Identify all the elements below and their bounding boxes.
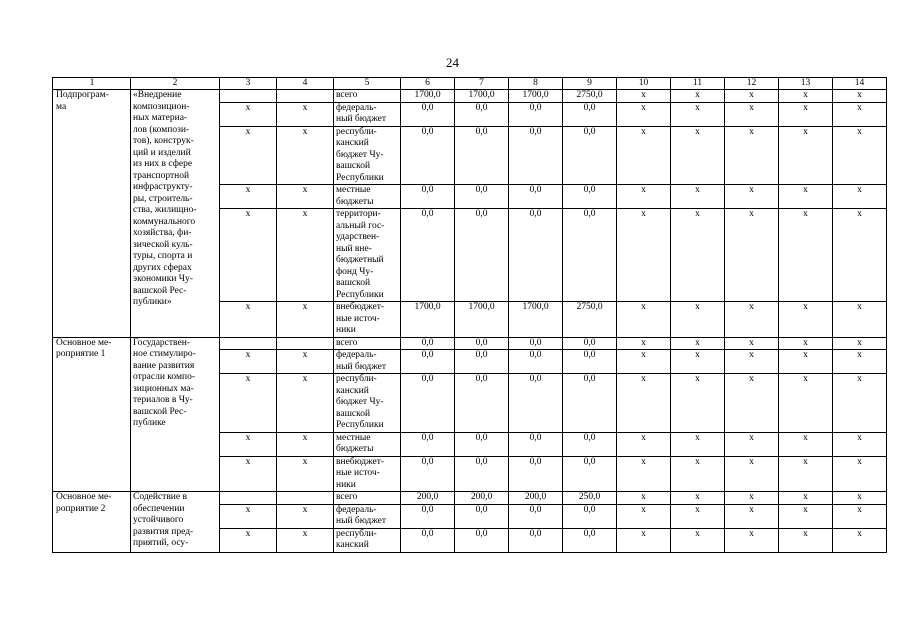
code-cell	[277, 337, 334, 350]
x-cell: x	[725, 456, 779, 492]
funding-source-cell: федераль- ный бюджет	[334, 350, 401, 374]
financing-table	[52, 77, 887, 553]
x-cell: x	[779, 350, 833, 374]
x-cell: x	[779, 504, 833, 528]
x-cell: x	[779, 185, 833, 209]
x-cell: x	[617, 209, 671, 302]
column-header: 7	[455, 78, 509, 90]
code-cell: x	[220, 102, 277, 126]
x-cell: x	[833, 337, 887, 350]
amount-cell: 0,0	[563, 126, 617, 185]
amount-cell: 0,0	[455, 374, 509, 433]
amount-cell: 0,0	[401, 374, 455, 433]
x-cell: x	[725, 337, 779, 350]
amount-cell: 0,0	[455, 102, 509, 126]
code-cell: x	[277, 209, 334, 302]
table-body	[53, 78, 887, 553]
code-cell: x	[277, 528, 334, 552]
column-header: 10	[617, 78, 671, 90]
x-cell: x	[833, 492, 887, 505]
x-cell: x	[725, 185, 779, 209]
program-cell: Основное ме- роприятие 2	[53, 492, 131, 553]
x-cell: x	[833, 504, 887, 528]
amount-cell: 0,0	[401, 102, 455, 126]
amount-cell: 1700,0	[401, 302, 455, 338]
column-header: 13	[779, 78, 833, 90]
x-cell: x	[617, 185, 671, 209]
x-cell: x	[833, 209, 887, 302]
amount-cell: 0,0	[401, 126, 455, 185]
amount-cell: 0,0	[401, 350, 455, 374]
amount-cell: 0,0	[401, 456, 455, 492]
x-cell: x	[833, 185, 887, 209]
x-cell: x	[617, 350, 671, 374]
x-cell: x	[617, 432, 671, 456]
amount-cell: 0,0	[509, 126, 563, 185]
code-cell	[220, 337, 277, 350]
amount-cell: 0,0	[563, 185, 617, 209]
code-cell: x	[277, 302, 334, 338]
x-cell: x	[725, 374, 779, 433]
x-cell: x	[779, 102, 833, 126]
x-cell: x	[617, 504, 671, 528]
x-cell: x	[725, 126, 779, 185]
x-cell: x	[779, 456, 833, 492]
funding-source-cell: федераль- ный бюджет	[334, 102, 401, 126]
x-cell: x	[833, 528, 887, 552]
x-cell: x	[617, 126, 671, 185]
x-cell: x	[779, 209, 833, 302]
amount-cell: 0,0	[455, 456, 509, 492]
x-cell: x	[779, 492, 833, 505]
code-cell: x	[277, 456, 334, 492]
x-cell: x	[779, 374, 833, 433]
amount-cell: 0,0	[563, 504, 617, 528]
x-cell: x	[617, 456, 671, 492]
code-cell	[277, 90, 334, 103]
x-cell: x	[671, 350, 725, 374]
x-cell: x	[779, 302, 833, 338]
x-cell: x	[833, 432, 887, 456]
code-cell: x	[220, 209, 277, 302]
code-cell: x	[220, 126, 277, 185]
x-cell: x	[671, 209, 725, 302]
table-row	[53, 492, 887, 505]
amount-cell: 0,0	[509, 374, 563, 433]
amount-cell: 200,0	[509, 492, 563, 505]
x-cell: x	[671, 528, 725, 552]
column-header: 14	[833, 78, 887, 90]
code-cell	[220, 90, 277, 103]
code-cell: x	[277, 374, 334, 433]
program-cell: Подпрограм- ма	[53, 90, 131, 338]
code-cell: x	[220, 528, 277, 552]
amount-cell: 0,0	[563, 350, 617, 374]
x-cell: x	[833, 350, 887, 374]
amount-cell: 1700,0	[509, 302, 563, 338]
description-cell: Содействие в обеспечении устойчивого развития пред- приятий, осу-	[131, 492, 220, 553]
x-cell: x	[725, 302, 779, 338]
code-cell: x	[220, 432, 277, 456]
funding-source-cell: внебюджет- ные источ- ники	[334, 456, 401, 492]
amount-cell: 0,0	[455, 126, 509, 185]
amount-cell: 0,0	[509, 350, 563, 374]
x-cell: x	[671, 185, 725, 209]
x-cell: x	[671, 102, 725, 126]
x-cell: x	[833, 126, 887, 185]
amount-cell: 0,0	[455, 504, 509, 528]
amount-cell: 200,0	[401, 492, 455, 505]
funding-source-cell: федераль- ный бюджет	[334, 504, 401, 528]
column-header: 2	[131, 78, 220, 90]
x-cell: x	[671, 492, 725, 505]
x-cell: x	[671, 456, 725, 492]
code-cell: x	[220, 504, 277, 528]
amount-cell: 250,0	[563, 492, 617, 505]
x-cell: x	[671, 90, 725, 103]
amount-cell: 0,0	[509, 504, 563, 528]
x-cell: x	[833, 102, 887, 126]
funding-source-cell: всего	[334, 337, 401, 350]
column-header: 8	[509, 78, 563, 90]
amount-cell: 0,0	[563, 456, 617, 492]
x-cell: x	[671, 337, 725, 350]
x-cell: x	[671, 504, 725, 528]
amount-cell: 0,0	[563, 337, 617, 350]
description-cell: «Внедрение композицион- ных материа- лов (компози- тов), конструк- ций и изделий из них в сфере транспортной инфраструкту- ры, строитель- ства, жилищно- коммунального хозяйства, фи- зической куль- туры, спорта и других сферах экономики Чу- вашской Рес- публики»	[131, 90, 220, 338]
amount-cell: 0,0	[509, 185, 563, 209]
funding-source-cell: республи- канский бюджет Чу- вашской Республики	[334, 126, 401, 185]
program-cell: Основное ме- роприятие 1	[53, 337, 131, 492]
amount-cell: 2750,0	[563, 302, 617, 338]
x-cell: x	[725, 90, 779, 103]
amount-cell: 1700,0	[509, 90, 563, 103]
x-cell: x	[617, 337, 671, 350]
column-header: 11	[671, 78, 725, 90]
funding-source-cell: внебюджет- ные источ- ники	[334, 302, 401, 338]
amount-cell: 0,0	[455, 209, 509, 302]
amount-cell: 0,0	[509, 102, 563, 126]
x-cell: x	[833, 374, 887, 433]
code-cell: x	[277, 185, 334, 209]
x-cell: x	[617, 102, 671, 126]
amount-cell: 0,0	[401, 337, 455, 350]
amount-cell: 0,0	[401, 432, 455, 456]
amount-cell: 2750,0	[563, 90, 617, 103]
column-header: 12	[725, 78, 779, 90]
code-cell	[277, 492, 334, 505]
amount-cell: 0,0	[455, 528, 509, 552]
x-cell: x	[833, 456, 887, 492]
x-cell: x	[779, 337, 833, 350]
description-cell: Государствен- ное стимулиро- вание развития отрасли компо- зиционных ма- териалов в Чу- вашской Рес- публике	[131, 337, 220, 492]
x-cell: x	[617, 302, 671, 338]
column-header: 5	[334, 78, 401, 90]
amount-cell: 0,0	[455, 432, 509, 456]
amount-cell: 1700,0	[455, 302, 509, 338]
amount-cell: 0,0	[509, 209, 563, 302]
x-cell: x	[725, 504, 779, 528]
x-cell: x	[725, 209, 779, 302]
x-cell: x	[779, 90, 833, 103]
amount-cell: 0,0	[509, 456, 563, 492]
x-cell: x	[671, 374, 725, 433]
code-cell: x	[277, 126, 334, 185]
amount-cell: 0,0	[455, 337, 509, 350]
funding-source-cell: всего	[334, 90, 401, 103]
x-cell: x	[671, 126, 725, 185]
table-row	[53, 90, 887, 103]
x-cell: x	[671, 302, 725, 338]
code-cell: x	[220, 374, 277, 433]
amount-cell: 1700,0	[455, 90, 509, 103]
amount-cell: 0,0	[563, 209, 617, 302]
amount-cell: 0,0	[401, 185, 455, 209]
page-number: 24	[446, 55, 459, 70]
amount-cell: 0,0	[563, 102, 617, 126]
x-cell: x	[833, 302, 887, 338]
amount-cell: 0,0	[455, 350, 509, 374]
x-cell: x	[779, 126, 833, 185]
column-header: 6	[401, 78, 455, 90]
code-cell: x	[277, 102, 334, 126]
amount-cell: 0,0	[509, 337, 563, 350]
amount-cell: 0,0	[401, 209, 455, 302]
code-cell: x	[277, 504, 334, 528]
code-cell	[220, 492, 277, 505]
code-cell: x	[277, 432, 334, 456]
x-cell: x	[779, 528, 833, 552]
header-row	[53, 78, 887, 90]
x-cell: x	[725, 528, 779, 552]
code-cell: x	[220, 185, 277, 209]
x-cell: x	[617, 492, 671, 505]
amount-cell: 0,0	[563, 432, 617, 456]
column-header: 3	[220, 78, 277, 90]
funding-source-cell: республи- канский бюджет Чу- вашской Республики	[334, 374, 401, 433]
amount-cell: 1700,0	[401, 90, 455, 103]
column-header: 1	[53, 78, 131, 90]
code-cell: x	[220, 302, 277, 338]
x-cell: x	[725, 102, 779, 126]
funding-source-cell: всего	[334, 492, 401, 505]
amount-cell: 0,0	[401, 528, 455, 552]
funding-source-cell: территори- альный гос- ударствен- ный вне- бюджетный фонд Чу- вашской Республики	[334, 209, 401, 302]
amount-cell: 0,0	[509, 528, 563, 552]
x-cell: x	[725, 350, 779, 374]
funding-source-cell: республи- канский	[334, 528, 401, 552]
code-cell: x	[220, 456, 277, 492]
column-header: 9	[563, 78, 617, 90]
amount-cell: 0,0	[401, 504, 455, 528]
amount-cell: 0,0	[455, 185, 509, 209]
code-cell: x	[220, 350, 277, 374]
x-cell: x	[617, 528, 671, 552]
funding-source-cell: местные бюджеты	[334, 432, 401, 456]
x-cell: x	[833, 90, 887, 103]
x-cell: x	[671, 432, 725, 456]
column-header: 4	[277, 78, 334, 90]
code-cell: x	[277, 350, 334, 374]
amount-cell: 0,0	[509, 432, 563, 456]
funding-source-cell: местные бюджеты	[334, 185, 401, 209]
amount-cell: 200,0	[455, 492, 509, 505]
x-cell: x	[779, 432, 833, 456]
x-cell: x	[725, 432, 779, 456]
x-cell: x	[617, 374, 671, 433]
x-cell: x	[725, 492, 779, 505]
amount-cell: 0,0	[563, 528, 617, 552]
table-row	[53, 337, 887, 350]
x-cell: x	[617, 90, 671, 103]
amount-cell: 0,0	[563, 374, 617, 433]
